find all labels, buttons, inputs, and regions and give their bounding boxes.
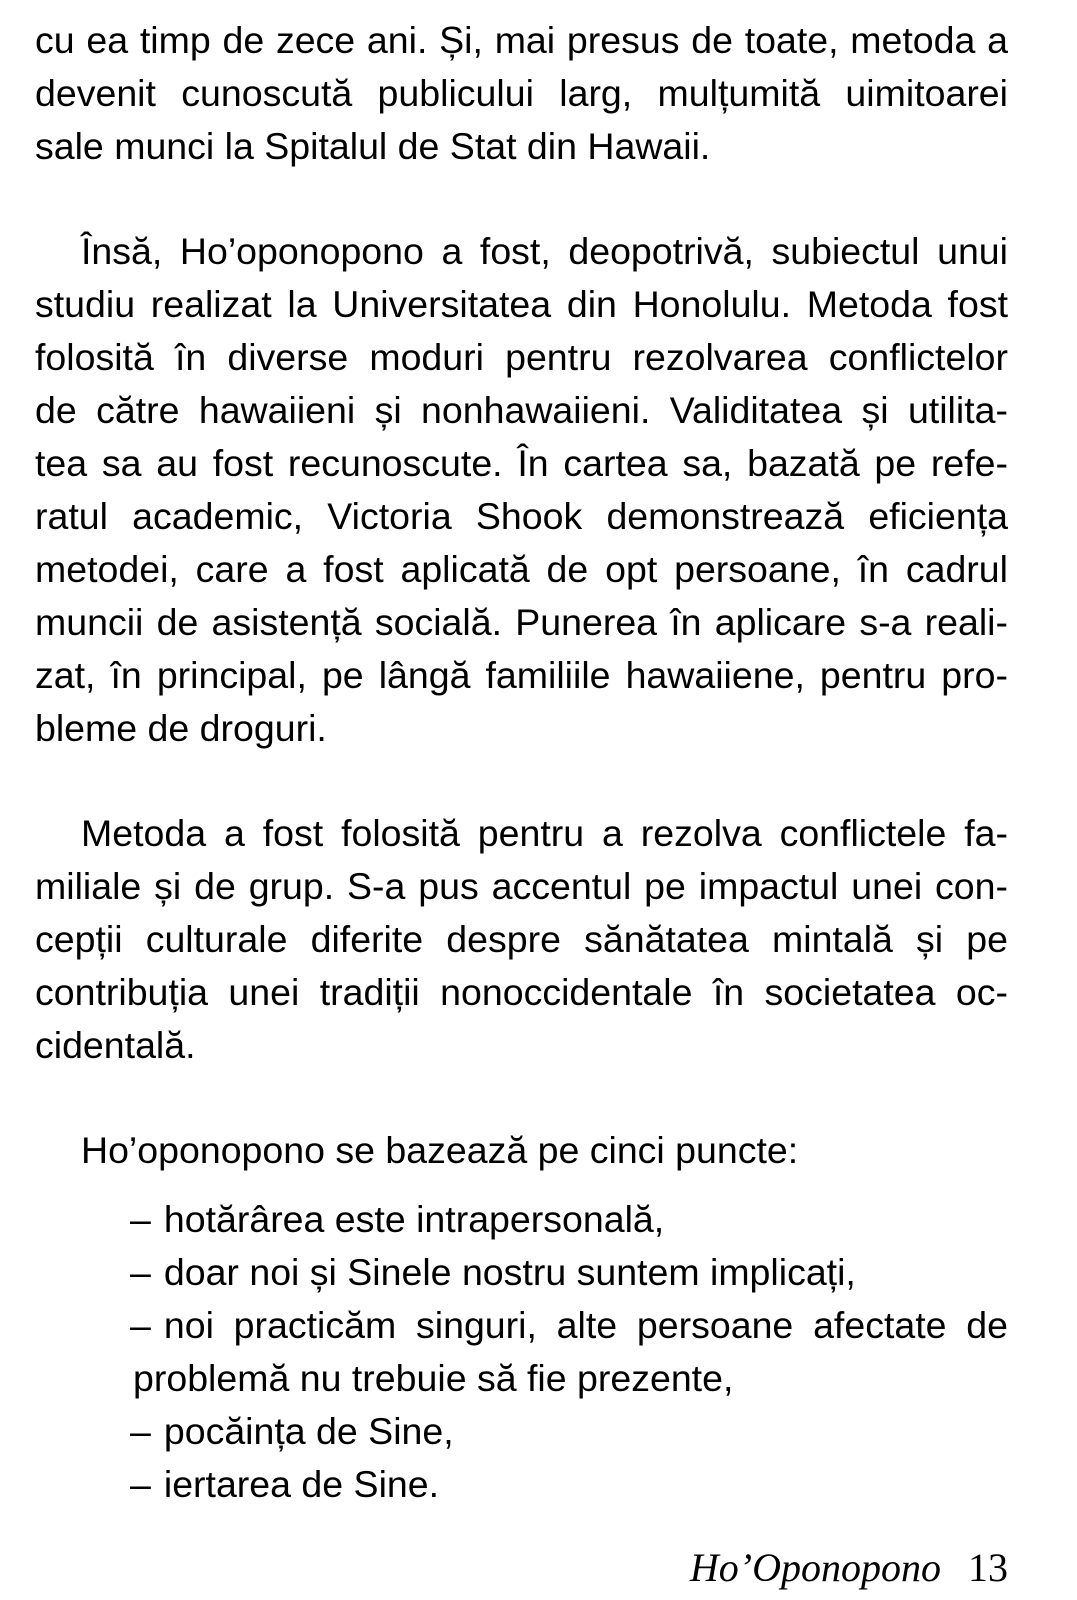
list-item-5	[35, 1458, 1008, 1511]
page-footer	[690, 1544, 1008, 1592]
text-line: devenit cunoscută publicului larg, mulțumită uimitoarei	[35, 72, 1008, 114]
page-text-block	[35, 14, 1008, 1511]
list-item-text: pocăința de Sine,	[163, 1410, 454, 1452]
text-line: Metoda a fost folosită pentru a rezolva conflictele fa-	[81, 812, 1008, 854]
text-line: cepții culturale diferite despre sănătatea mintală și pe	[35, 918, 1008, 960]
text-line: studiu realizat la Universitatea din Honolulu. Metoda fost	[35, 283, 1008, 325]
list-item-3-continuation: problemă nu trebuie să fie prezente,	[133, 1357, 734, 1399]
text-line: sale munci la Spitalul de Stat din Hawaii.	[35, 125, 711, 167]
text-line: tea sa au fost recunoscute. În cartea sa, bazată pe refe-	[35, 442, 1008, 484]
text-line: Ho’oponopono se bazează pe cinci puncte:	[81, 1129, 799, 1171]
list-item-text: doar noi și Sinele nostru suntem implicați,	[163, 1251, 856, 1293]
text-line: contribuția unei tradiții nonoccidentale în societatea oc-	[35, 971, 1008, 1013]
text-line: Însă, Ho’oponopono a fost, deopotrivă, subiectul unui	[81, 230, 1008, 272]
running-title: Ho’Oponopono	[689, 1545, 941, 1590]
text-line: folosită în diverse moduri pentru rezolvarea conflictelor	[35, 336, 1008, 378]
list-item-text: hotărârea este intrapersonală,	[163, 1198, 665, 1240]
list-item-3	[35, 1299, 1008, 1352]
text-line: metodei, care a fost aplicată de opt persoane, în cadrul	[35, 548, 1008, 590]
list-item-4	[35, 1405, 1008, 1458]
dash-marker: –	[130, 1251, 151, 1293]
page-number: 13	[968, 1545, 1008, 1590]
text-line: zat, în principal, pe lângă familiile hawaiiene, pentru pro-	[35, 654, 1008, 696]
list-item-2	[35, 1246, 1008, 1299]
text-line: ratul academic, Victoria Shook demonstrează eficiența	[35, 495, 1008, 537]
text-line: muncii de asistență socială. Punerea în aplicare s-a reali-	[35, 601, 1008, 643]
text-line: bleme de droguri.	[35, 707, 327, 749]
text-line: de către hawaiieni și nonhawaiieni. Validitatea și utilita-	[35, 389, 1008, 431]
list-item-text: noi practicăm singuri, alte persoane afectate de	[163, 1304, 1008, 1346]
dash-marker: –	[130, 1198, 151, 1240]
dash-marker: –	[130, 1304, 151, 1346]
dash-marker: –	[130, 1463, 151, 1505]
dash-list	[35, 1193, 1008, 1511]
text-line: cidentală.	[35, 1024, 196, 1066]
dash-marker: –	[130, 1410, 151, 1452]
text-line: cu ea timp de zece ani. Și, mai presus de toate, metoda a	[35, 19, 1008, 61]
text-line: miliale și de grup. S-a pus accentul pe impactul unei con-	[35, 865, 1008, 907]
list-item-text: iertarea de Sine.	[163, 1463, 440, 1505]
list-item-1	[35, 1193, 1008, 1246]
